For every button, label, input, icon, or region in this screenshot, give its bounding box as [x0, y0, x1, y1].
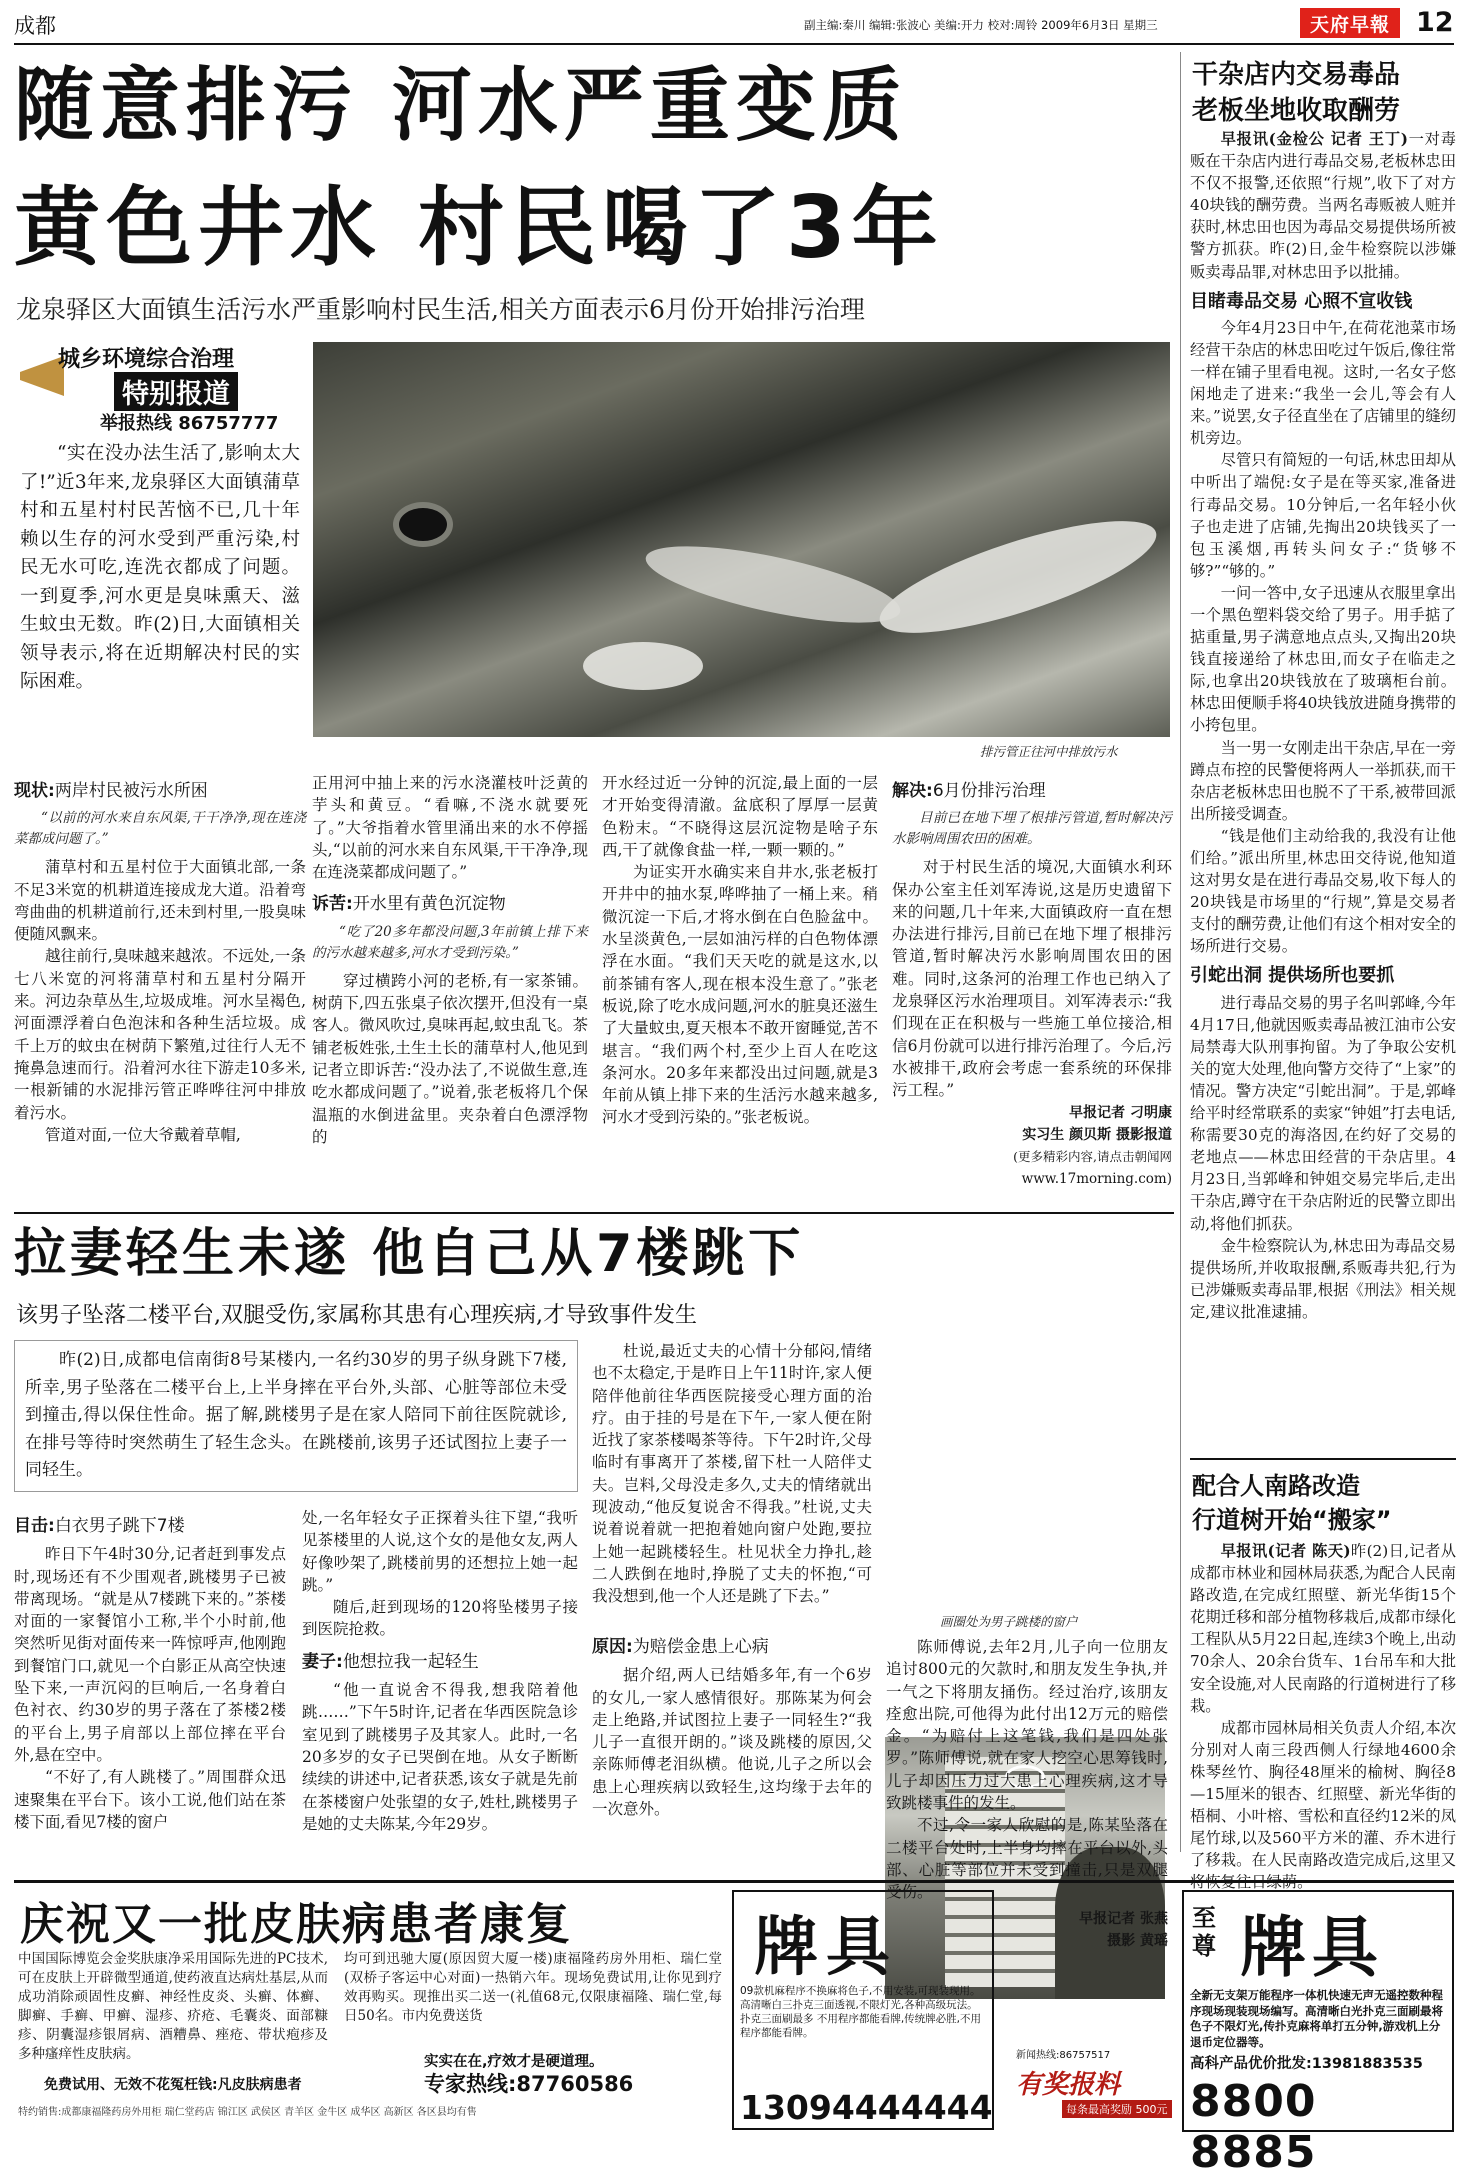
brand-logo — [1300, 8, 1400, 38]
more-info: (更多精彩内容,请点击朝闻网 — [1013, 1149, 1172, 1165]
sidebar-title-2: 老板坐地收取酬劳 — [1192, 96, 1401, 126]
sidebar-body-2: 早报讯(记者 陈天)昨(2)日,记者从成都市林业和园林局获悉,为配合人民南路改造,在完成红照壁、新光华街15个花期迁移和部分植物移栽后,成都市绿化工程队从5月22日起,连续3个晚上,出动70余人、20余台货车、1台吊车和大批安全设施,对人民南路的行道树进行了移栽。 成都市园林局相关负责人介绍,本次分别对人南三段西侧人行绿地4600余株琴丝竹、胸径48厘米的榆树、胸径8—15厘米的银杏、红照壁、新光华街的梧桐、小叶榕、雪松和直径约12米的凤尾竹球,以及560平方米的灌、乔木进行了移栽。在人民南路改造完成后,这里又 — [1190, 1542, 1456, 1870]
second-col-3: 杜说,最近丈夫的心情十分郁闷,情绪也不太稳定,于是昨日上午11时许,家人便陪伴他前往华西医院接受心理方面的治疗。由于挂的号是在下午,一家人便在附近找了家茶楼喝茶等待。下午2时许,父母临时有事离开了茶楼,留下杜一人陪伴丈夫。岂料,父母没走多久,丈夫的情绪就出现波动,“他反复说舍不得我。”杜说,丈夫说着说着就一把抱着她向窗户处跑,要拉上她一起跳楼轻生。杜见状全力挣扎,趁二人跌倒在地时,挣脱了丈夫的怀抱,“可我没想到,他一个人还是跳了下去。” — [592, 1342, 872, 1606]
section-lead: “以前的河水来自东风渠,干干净净,现在连浇菜都成问题了。” — [14, 810, 306, 848]
sidebar-title-1: 干杂店内交易毒品 — [1192, 60, 1401, 90]
ad-cards-text: 09款机麻程序不换麻将色子,不用安装,可现装现用。高清晰白三扑克三面透视,不限灯光,各种高级玩法。扑克三面刷最多 不用程序都能看牌,传统牌必胜,不用程序都能看牌。 — [740, 1985, 982, 2039]
section-lead: “吃了20多年都没问题,3年前镇上排下来的污水越来越多,河水才受到污染。” — [312, 923, 588, 961]
news-tip-sub: 每条最高奖励 500元 — [1062, 2100, 1172, 2118]
ad-skin-text-2: 均可到迅驰大厦(原因贸大厦一楼)康福隆药房外用柜、瑞仁堂(双桥子客运中心对面)一热销六年。现场免费试用,让你见到疗效再购买。现推出买二送一(礼值68元,仅限康福隆、瑞仁堂,每日50名。市内免费送货 — [344, 1951, 722, 2024]
ad-skin-free: 免费试用、无效不花冤枉钱:凡皮肤病患者 — [44, 2077, 302, 2093]
drain-pipe — [393, 502, 453, 547]
ad-premium-title: 牌具 — [1240, 1909, 1384, 1986]
main-col-3: 开水经过近一分钟的沉淀,最上面的一层才开始变得清澈。盆底积了厚厚一层黄色粉末。“不晓得这层沉淀物是啥子东西,干了就像食盐一样,一颗一颗的。” 为证实开水确实来自井水,张老板打开井中的抽水泵,哗哗抽了一桶上来。稍微沉淀一下后,才将水倒在白色脸盆中。水呈淡黄色,一层如油污样的白色物体漂浮在水面。“我们天天吃的就是这水,以前茶铺有客人,现在根本没生意了。”张老板说,除了吃水成问题,河水的脏臭还滋生了大量蚊虫,夏天根本不敢开窗睡觉,苦不堪言。“我们两个村,至少上百人在吃这条河水。20多年来都没出过问题,就是3年前从镇上排下来的生活污水越来越多,河水才受到污染的。”张老板说。 — [602, 774, 878, 1127]
main-col-2: 正用河中抽上来的污水浇灌枝叶泛黄的芋头和黄豆。“看嘛,不浇水就要死了。”大爷指着水管里涌出来的水不停摇头,“以前的河水来自东风渠,干干净净,现在连浇菜都成问题了。” 诉苦:开水里有黄色沉淀物 “吃了20多年都没问题,3年前镇上排下来的污水越来越多,河水才受到污染。” 穿过横跨小河的老桥,有一家茶铺。树荫下,四五张桌子依次摆开,但没有一桌客人。微风吹过,臭味再起,蚊虫乱飞。茶铺老板姓张,土生土长的蒲草村人,他见到记者立即诉苦:“没办法了,不说做生意,连吃水都成问题了。”说着,张老板将几个保温瓶的水倒进盆里。夹杂着白色漂浮物的 — [312, 774, 588, 1146]
main-subtitle: 龙泉驿区大面镇生活污水严重影响村民生活,相关方面表示6月份开始排污治理 — [16, 295, 865, 324]
hotline: 举报热线 86757777 — [100, 413, 279, 434]
section-heading: 妻子:他想拉我一起轻生 — [302, 1651, 479, 1672]
credits-line: 副主编:秦川 编辑:张波心 美编:开力 校对:周铃 2009年6月3日 星期三 — [804, 18, 1158, 32]
sidebar-body: 早报讯(金检公 记者 王丁)一对毒贩在干杂店内进行毒品交易,老板林忠田不仅不报警,还依照“行规”,收下了对方40块钱的酬劳费。当两名毒贩被人赃并获时,林忠田也因为毒品交易提供场所被警方抓获。昨(2)日,金牛检察院以涉嫌贩卖毒品罪,对林忠田予以批捕。 目睹毒品交易 心照不宣收钱 今年4月23日中午,在荷花池菜市场经营干杂店的林忠田吃过午饭后,像往常一样在铺子里看电视。这时,一名女子悠闲地走了进来:“我坐一会儿,等会有人来。”说罢,女子径直坐在了店铺里的缝纫机旁边。 尽管只有简短的一句话,林忠田却从中听出了端倪:女子是在等买家,准备进行毒品交易。10分钟后,一名年轻小伙子也走进了店铺,先掏出20块钱买了一包玉溪烟,再转头问女子:“货够不够?”“够的。” 一问一答中,女子迅速从衣服里拿出一个黑色塑料袋交给了男子。用手掂了掂重量,男子满意地点点头,又掏出20块钱直接递给了林忠田,而女子在临走之际,也拿出20块钱放在了玻璃柜台前。林忠田便顺手将40块钱放进随身携带的小挎包里。 当一男一女刚走出干杂店,早在一旁蹲点布控的民警便将两人一举抓获,而干杂店老板林忠田也脱不了干系,被带回派出所接受调查。 “钱是他们主动给我的,我没有让他们给。”派出所里,林忠田交待说,他知道这对男女是在进行毒品交易,收下每人的20块钱是市场里的“行规”,算是交易者支付的酬劳费,让他们有这个相对安全的场所进行交易。 引蛇出洞 提供场所也要抓 进行毒品交易的男子名叫郭峰,今年4月17日,他就因贩卖毒品被江油市公安局禁毒大队刑事拘留。为了争取公安机关的宽大处理,他向警方交待了“上家”的情况。警方决定“引蛇出洞”。于是,郭峰给平时经常联系的卖家“钟姐”打去电话,称需要30克的海洛因,在约好了交易的老地点——林忠田经营的干杂店里。4月23日,当郭峰和钟姐交易完毕后,走出干杂店,蹲守在干杂店附近的民警立即出动,将他们抓获。 金牛检察院认为,林忠田为毒品交易提供场所,并收取报酬,系贩毒共犯,行为已涉嫌贩卖毒品罪,根据《刑法》相关规定,建议批准逮捕。 — [1190, 130, 1456, 1321]
river-photo — [313, 342, 1170, 737]
ad-premium-cards[interactable] — [1182, 1890, 1454, 2178]
page-section: 成都 — [14, 14, 56, 38]
sidebar-separator — [1190, 1458, 1456, 1460]
ad-cards[interactable] — [732, 1890, 994, 2130]
second-intro: 昨(2)日,成都电信南街8号某楼内,一名约30岁的男子纵身跳下7楼,所幸,男子坠落在二楼平台上,上半身摔在平台外,头部、心脏等部位未受到撞击,得以保住性命。据了解,跳楼男子是在家人陪同下前往医院就诊,在排号等待时突然萌生了轻生念头。在跳楼前,该男子还试图拉上妻子一同轻生。 — [14, 1340, 578, 1492]
section-heading: 诉苦:开水里有黄色沉淀物 — [312, 894, 506, 915]
section-heading: 目击:白衣男子跳下7楼 — [14, 1516, 185, 1536]
photo-caption: 排污管正往河中排放污水 — [980, 744, 1118, 759]
header-rule — [14, 43, 1454, 45]
ad-news-tip[interactable] — [1002, 2040, 1172, 2130]
second-subtitle: 该男子坠落二楼平台,双腿受伤,家属称其患有心理疾病,才导致事件发生 — [16, 1303, 697, 1328]
main-col-4: 解决:6月份排污治理 目前已在地下埋了根排污管道,暂时解决污水影响周围农田的困难。 对于村民生活的境况,大面镇水利环保办公室主任刘军涛说,这是历史遗留下来的问题,几十年来,大面镇政府一直在想办法进行排污,目前已在地下埋了根排污管道,暂时解决污水影响周围农田的困难。同时,这条河的治理工作也已纳入了龙泉驿区污水治理项目。刘军涛表示:“我们现在正在积极与一些施工单位接洽,相信6月份就可以进行排污治理了。今后,污水被排干,政府会考虑一套系统的环保排污工程。” 早报记者 刁明康 实习生 颜贝斯 摄影报道 (更多精彩内容,请点击朝闻网 www.17morning.com) — [892, 770, 1172, 1191]
ad-premium-top: 至尊 — [1192, 1904, 1216, 1960]
second-col-4: 陈师傅说,去年2月,儿子向一位朋友追讨800元的欠款时,和朋友发生争执,并一气之下将朋友捅伤。经过治疗,该朋友痊愈出院,可他得为此付出12万元的赔偿金。“为赔付上这笔钱,我们是四处张罗。”陈师傅说,就在家人挖空心思筹钱时,儿子却因压力过大患上心理疾病,这才导致跳楼事件的发生。 不过,令一家人欣慰的是,陈某坠落在二楼平台处时,上半身均摔在平台以外,头部、心脏等部位并未受到撞击,只是双腿受伤。 早报记者 张燕 摄影 黄瑶 — [886, 1636, 1168, 1952]
ad-skin-title: 庆祝又一批皮肤病患者康复 — [20, 1899, 572, 1950]
second-col-3b: 原因:为赔偿金患上心病 据介绍,两人已结婚多年,有一个6岁的女儿,一家人感情很好。那陈某为何会走上绝路,并试图拉上妻子一同轻生?“我儿子一直很开朗的。”谈及跳楼的原因,父亲陈师傅老泪纵横。他说,儿子之所以会患上心理疾病以致轻生,这均缘于去年的一次意外。 — [592, 1637, 872, 1819]
section-lead: 目前已在地下埋了根排污管道,暂时解决污水影响周围农田的困难。 — [892, 810, 1172, 848]
column-divider — [1180, 52, 1181, 1852]
sidebar-title-3: 配合人南路改造 — [1192, 1472, 1360, 1500]
ad-skin-slogan: 实实在在,疗效才是硬道理。 — [424, 2054, 604, 2070]
ads-separator — [14, 1880, 1454, 1883]
sidebar-heading: 引蛇出洞 提供场所也要抓 — [1190, 965, 1395, 987]
byline: 实习生 颜贝斯 摄影报道 — [1022, 1126, 1172, 1143]
news-hotline: 新闻热线:86757517 — [1016, 2050, 1111, 2061]
byline: 早报记者 张燕 — [1079, 1910, 1168, 1927]
section-heading: 现状:两岸村民被污水所困 — [14, 781, 208, 801]
special-report-badge — [20, 342, 310, 434]
ad-skin-text: 中国国际博览会金奖肤康净采用国际先进的PC技术,可在皮肤上开辟微型通道,使药液直达病灶基层,从而成功消除顽固性皮癣、神经性皮炎、头癣、体癣、脚癣、手癣、甲癣、湿疹、疥疮、毛囊炎、面部糠疹、阴囊湿疹银屑病、酒糟鼻、痤疮、带状疱疹及多种瘙痒性皮肤病。 — [18, 1951, 328, 2062]
ad-premium-consult: 高科产品优价批发:13981883535 — [1190, 2056, 1423, 2072]
ad-skin[interactable] — [14, 1888, 726, 2136]
badge-line2: 特别报道 — [114, 372, 238, 411]
main-title-1: 随意排污 河水严重变质 — [14, 59, 908, 152]
sidebar-heading: 目睹毒品交易 心照不宣收钱 — [1190, 290, 1413, 312]
brand-text: 天府早報 — [1309, 13, 1390, 36]
website-link[interactable]: www.17morning.com) — [1021, 1171, 1172, 1188]
section-heading: 原因:为赔偿金患上心病 — [592, 1637, 769, 1657]
second-title: 拉妻轻生未遂 他自己从7楼跳下 — [14, 1224, 805, 1284]
ad-cards-title: 牌具 — [754, 1911, 898, 1985]
news-tip-title: 有奖报料 — [1016, 2070, 1121, 2100]
page-number: 12 — [1416, 7, 1454, 38]
byline: 摄影 黄瑶 — [1107, 1932, 1168, 1949]
badge-line1: 城乡环境综合治理 — [58, 347, 235, 372]
ad-premium-text: 全新无支架万能程序一体机快速无声无遥控数种程序现场现装现场编写。高清晰白光扑克三面刷最将色子不限灯光,传扑克麻将单打五分钟,游戏机上分退币定位器等。 — [1190, 1988, 1443, 2049]
second-col-1: 目击:白衣男子跳下7楼 昨日下午4时30分,记者赶到事发点时,现场还有不少围观者,跳楼男子已被带离现场。“就是从7楼跳下来的。”茶楼对面的一家餐馆小工称,半个小时前,他突然听见街对面传来一阵惊呼声,他刚跑到餐馆门口,就见一个白影正从高空快速坠下来,一声沉闷的巨响后,一名身着白色衬衣、约30岁的男子落在了茶楼2楼的平台上,男子肩部以上部位摔在平台外,悬在空中。 “不好了,有人跳楼了。”周围群众迅速聚集在平台下。该小工说,他们站在茶楼下面,看见7楼的窗户 — [14, 1516, 286, 1831]
second-col-2: 处,一名年轻女子正探着头往下望,“我听见茶楼里的人说,这个女的是他女友,两人好像吵架了,跳楼前男的还想拉上她一起跳。” 随后,赶到现场的120将坠楼男子接到医院抢救。 妻子:他想拉我一起轻生 “他一直说舍不得我,想我陪着他跳……”下午5时许,记者在华西医院急诊室见到了跳楼男子及其家人。此时,一名20多岁的女子已哭倒在地。从女子断断续续的讲述中,记者获悉,该女子就是先前在茶楼窗户处张望的女子,姓杜,跳楼男子是她的丈夫陈某,今年29岁。 — [302, 1509, 578, 1833]
ad-skin-fine-print: 特约销售:成都康福隆药房外用柜 瑞仁堂药店 锦江区 武侯区 青羊区 金牛区 成华区 高新区 各区县均有售 — [18, 2107, 477, 2118]
ad-premium-phone[interactable]: 8800 8885 — [1190, 2076, 1317, 2178]
main-title-2: 黄色井水 村民喝了3年 — [14, 178, 944, 278]
byline: 早报记者 刁明康 — [1069, 1104, 1172, 1121]
main-intro: “实在没办法生活了,影响太大了!”近3年来,龙泉驿区大面镇蒲草村和五星村村民苦恼不已,几十年赖以生存的河水受到严重污染,村民无水可吃,连洗衣都成了问题。一到夏季,河水更是臭味熏天、滋生蚊虫无数。昨(2)日,大面镇相关领导表示,将在近期解决村民的实际困难。 — [20, 443, 300, 692]
main-col-1: 现状:两岸村民被污水所困 “以前的河水来自东风渠,干干净净,现在连浇菜都成问题了。” 蒲草村和五星村位于大面镇北部,一条不足3米宽的机耕道连接成龙大道。沿着弯弯曲曲的机耕道前行,还未到村里,一股臭味便随风飘来。 越往前行,臭味越来越浓。不远处,一条七八米宽的河将蒲草村和五星村分隔开来。河边杂草丛生,垃圾成堆。河水呈褐色,河面漂浮着白色泡沫和各种生活垃圾。成千上万的蚊虫在树荫下繁殖,过往行人无不掩鼻急速而行。沿着河水往下游走10多米,一根新铺的水泥排污管正哗哗往河中排放着污水。 管道对面,一位大爷戴着草帽, — [14, 781, 306, 1144]
ad-skin-hotline[interactable]: 专家热线:87760586 — [424, 2072, 634, 2096]
ad-cards-phone[interactable]: 13094444444 — [740, 2088, 993, 2127]
sidebar-title-4: 行道树开始“搬家” — [1192, 1506, 1392, 1534]
story-separator — [14, 1212, 1174, 1214]
section-heading: 解决:6月份排污治理 — [892, 781, 1046, 801]
building-caption: 画圈处为男子跳楼的窗户 — [940, 1614, 1078, 1629]
